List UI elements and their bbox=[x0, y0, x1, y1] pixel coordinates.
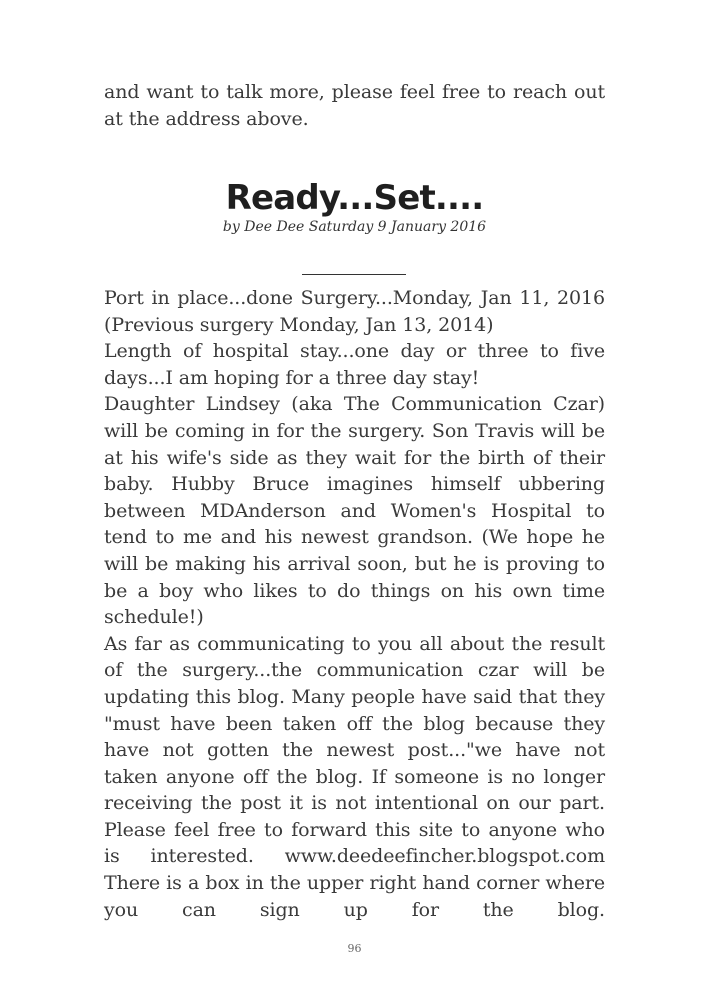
intro-block bbox=[104, 79, 605, 132]
paragraph-hospital-stay: Length of hospital stay...one day or three to five days...I am hoping for a three day stay! bbox=[104, 340, 605, 389]
paragraph-blog-updates: As far as communicating to you all about the result of the surgery...the communication czar will be updating this blog. Many people have said that they "must have been taken off the blog because they have not gotten the newest post..."we have not taken anyone off the blog. If someone is no longer receiving the post it is not intentional on our part. Please feel free to forward this site to anyone who is interested. www.deedeefincher.blogspot.com There is a box in the upper right hand corner where you can sign up for the blog. bbox=[104, 632, 605, 921]
paragraph-family: Daughter Lindsey (aka The Communication Czar) will be coming in for the surgery. Son Travis will be at his wife's side as they wait for the birth of their baby. Hubby Bruce imagines himself ubbering between MDAnderson and Women's Hospital to tend to me and his newest grandson. (We hope he will be making his arrival soon, but he is proving to be a boy who likes to do things on his own time schedule!) bbox=[104, 393, 605, 629]
title-divider bbox=[302, 274, 406, 275]
page-number: 96 bbox=[347, 942, 362, 955]
intro-paragraph: and want to talk more, please feel free to reach out at the address above. bbox=[104, 81, 605, 130]
paragraph-surgery-date: Port in place...done Surgery...Monday, Jan 11, 2016 (Previous surgery Monday, Jan 13, 2014) bbox=[104, 287, 605, 336]
post-byline: by Dee Dee Saturday 9 January 2016 bbox=[222, 219, 487, 235]
post-body bbox=[104, 285, 605, 923]
post-title: Ready...Set.... bbox=[225, 178, 484, 218]
